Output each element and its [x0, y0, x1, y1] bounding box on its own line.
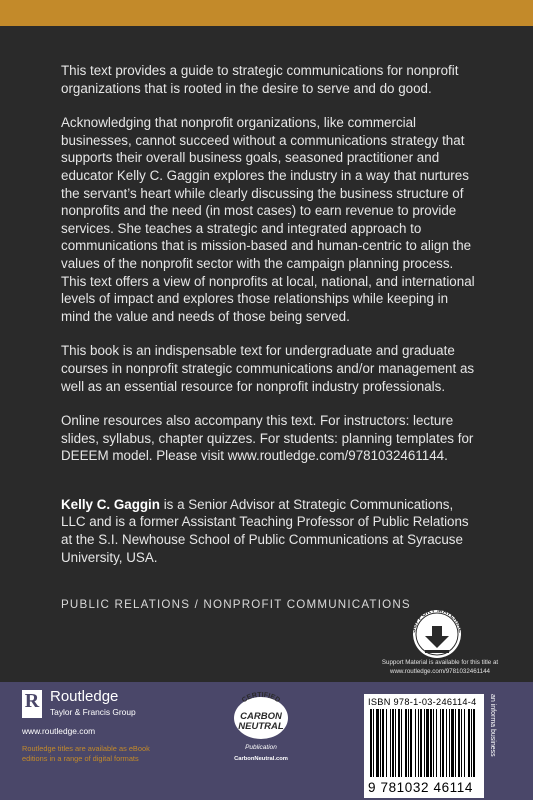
barcode-bar: [415, 709, 416, 777]
barcode-bar: [471, 709, 472, 777]
barcode-icon: [368, 709, 480, 779]
barcode-bar: [398, 709, 400, 777]
barcode-bar: [446, 709, 447, 777]
carbon-site-text: CarbonNeutral.com: [234, 756, 288, 762]
barcode-bar: [455, 709, 456, 777]
barcode-panel: [364, 694, 484, 798]
carbon-neutral-icon: [226, 688, 296, 768]
barcode-bar: [370, 709, 372, 777]
author-name: Kelly C. Gaggin: [61, 496, 160, 512]
carbon-publication-text: Publication: [245, 744, 277, 751]
description-block: [61, 62, 476, 583]
isbn-text: ISBN 978-1-03-246114-4: [368, 697, 477, 707]
barcode-bar: [390, 709, 391, 777]
barcode-bar: [436, 709, 437, 777]
informa-spine-text: an informa business: [489, 694, 496, 757]
barcode-bar: [376, 709, 379, 777]
barcode-bar: [392, 709, 394, 777]
barcode-bar: [464, 709, 465, 777]
publisher-url: www.routledge.com: [22, 726, 96, 736]
barcode-bar: [433, 709, 434, 777]
barcode-digits: 9 781032 46114: [368, 780, 473, 795]
barcode-bar: [410, 709, 412, 777]
description-paragraph-4: Online resources also accompany this text. For instructors: lecture slides, syllabus, chapter quizzes. For students: planning templates for DEEEM model. Please visit www.routledge.com/9781032461144.: [61, 413, 474, 464]
barcode-bar: [401, 709, 402, 777]
publisher-name: Routledge: [50, 688, 119, 705]
barcode-bar: [458, 709, 460, 777]
barcode-bar: [424, 709, 425, 777]
barcode-bar: [442, 709, 444, 777]
barcode-bar: [418, 709, 419, 777]
top-accent-band: [0, 0, 533, 26]
barcode-bar: [373, 709, 374, 777]
barcode-bar: [430, 709, 432, 777]
publisher-group: Taylor & Francis Group: [50, 707, 136, 717]
barcode-bar: [405, 709, 407, 777]
barcode-bar: [395, 709, 396, 777]
barcode-bar: [440, 709, 441, 777]
carbon-certified-text: CERTIFIED: [240, 691, 282, 705]
barcode-bar: [451, 709, 454, 777]
ebook-note: Routledge titles are available as eBook editions in a range of digital formats: [22, 744, 150, 763]
barcode-bar: [420, 709, 422, 777]
description-paragraph-3: This book is an indispensable text for undergraduate and graduate courses in nonprofit strategic communications and/or management as well as an essential resource for nonprofit industry professionals.: [61, 343, 475, 394]
support-material-note: Support Material is available for this title at www.routledge.com/9781032461144: [381, 659, 499, 675]
barcode-bar: [382, 709, 384, 777]
barcode-bar: [386, 709, 387, 777]
subject-category: PUBLIC RELATIONS / NONPROFIT COMMUNICATIONS: [61, 598, 411, 611]
barcode-bar: [449, 709, 450, 777]
author-bio-text: is a Senior Advisor at Strategic Communications, LLC and is a former Assistant Teaching Professor of Public Relations at the S.I. Newhouse School of Public Communications at Syracuse University, USA.: [61, 496, 469, 565]
routledge-logo-icon: [22, 690, 42, 718]
barcode-bar: [380, 709, 381, 777]
barcode-bar: [468, 709, 470, 777]
description-paragraph-1: This text provides a guide to strategic communications for nonprofit organizations that is rooted in the desire to serve and do good.: [61, 63, 459, 96]
neutral-word: NEUTRAL: [238, 721, 284, 732]
support-badge-text: SUPPORT MATERIAL: [409, 606, 465, 634]
carbon-word: CARBON: [240, 711, 282, 722]
barcode-bar: [408, 709, 409, 777]
author-bio: [61, 496, 476, 566]
barcode-bar: [426, 709, 429, 777]
support-material-icon: [405, 600, 469, 664]
description-paragraph-2: Acknowledging that nonprofit organizations, like commercial businesses, cannot succeed without a communications strategy that supports their overall business goals, seasoned practitioner and educator Kelly C. Gaggin explores the industry in a way that nurtures the servant’s heart while clearly discussing the business structure of nonprofits and the need (in most cases) to earn revenue to provide services. She teaches a strategic and integrated approach to communications that is mission-based and human-centric to align the values of the nonprofit sector with the campaign planning process. This text offers a view of nonprofits at local, national, and international levels of impact and explores those relationships while keeping in mind the value and needs of those being served.: [61, 115, 475, 324]
barcode-bar: [473, 709, 475, 777]
barcode-bar: [461, 709, 462, 777]
logo-letter: R: [24, 690, 40, 712]
